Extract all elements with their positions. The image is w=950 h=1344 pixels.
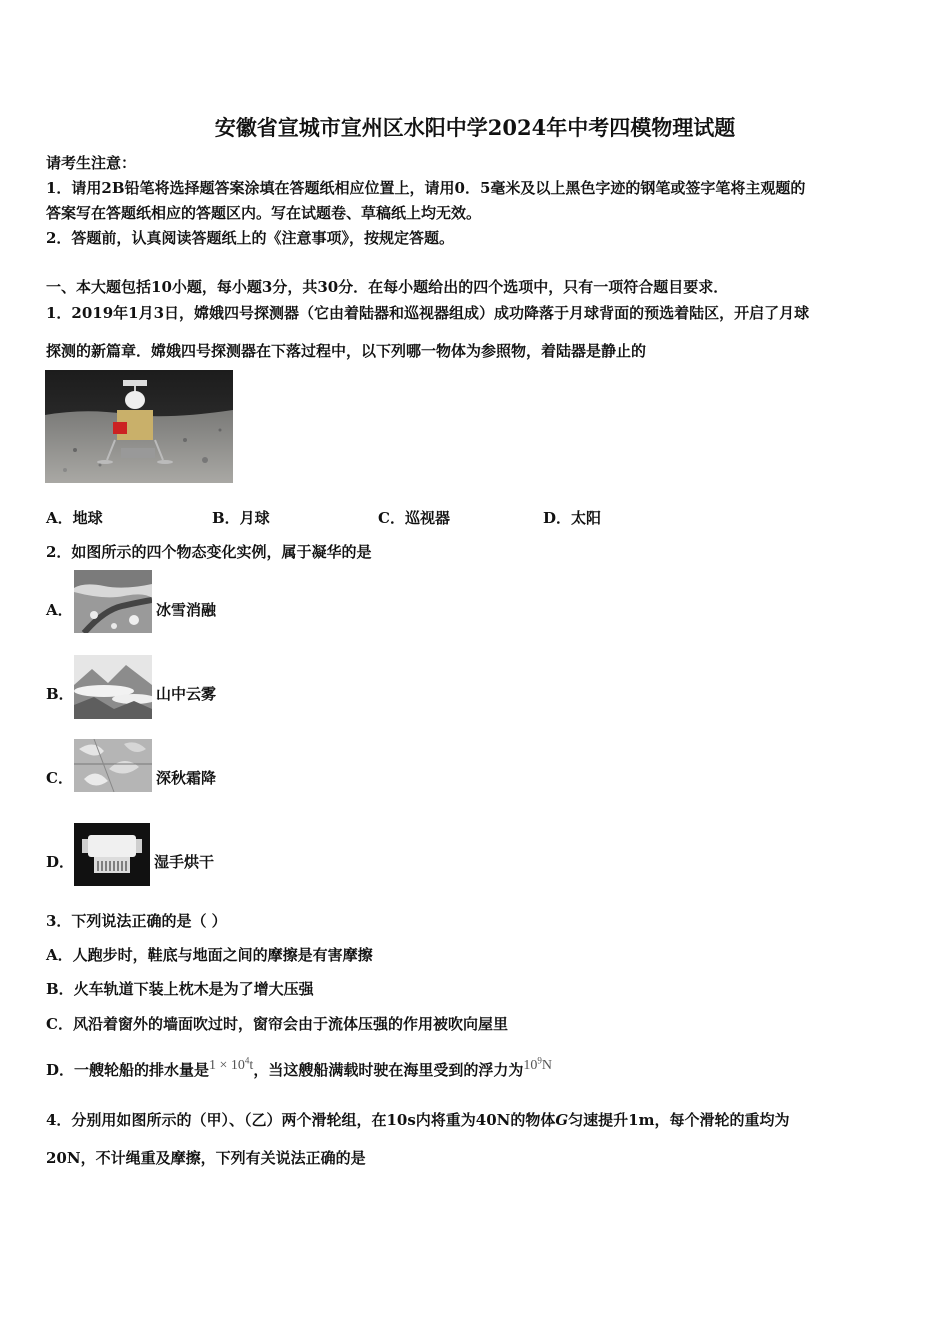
q3-option-a: A．人跑步时，鞋底与地面之间的摩擦是有害摩擦 xyxy=(46,946,373,964)
q1-option-d: D．太阳 xyxy=(543,509,602,527)
q2-option-a-letter: A． xyxy=(46,601,73,619)
notice-item-1a: 1．请用2B铅笔将选择题答案涂填在答题纸相应位置上，请用0．5毫米及以上黑色字迹的钢笔或签字笔将主观题的 xyxy=(46,179,806,197)
q4-stem-line2: 20N，不计绳重及摩擦，下列有关说法正确的是 xyxy=(46,1149,366,1167)
lunar-lander-image xyxy=(45,370,233,483)
q3-math-displacement: $1 \times 10^4t$ xyxy=(209,1055,254,1073)
q2-option-a-text: 冰雪消融 xyxy=(156,601,217,619)
notice-item-2: 2．答题前，认真阅读答题纸上的《注意事项》，按规定答题。 xyxy=(46,229,454,247)
q1-option-a: A．地球 xyxy=(46,509,103,527)
q3-option-d-text2: ，当这艘船满载时驶在海里受到的浮力为 xyxy=(253,1061,524,1079)
snow-melting-image xyxy=(74,570,152,633)
q1-option-c: C．巡视器 xyxy=(378,509,450,527)
hand-dryer-image xyxy=(74,823,150,886)
notice-heading: 请考生注意： xyxy=(46,154,137,172)
q2-option-d-letter: D． xyxy=(46,853,75,871)
q2-option-b-letter: B． xyxy=(46,685,74,703)
q2-option-d-text: 湿手烘干 xyxy=(154,853,215,871)
q2-option-c-letter: C． xyxy=(46,769,73,787)
q1-stem-line2: 探测的新篇章．嫦娥四号探测器在下落过程中，以下列哪一物体为参照物，着陆器是静止的 xyxy=(46,342,647,360)
q3-option-d xyxy=(46,1055,552,1080)
q1-option-b: B．月球 xyxy=(212,509,270,527)
q3-option-b: B．火车轨道下装上枕木是为了增大压强 xyxy=(46,980,314,998)
q3-option-d-text1: D．一艘轮船的排水量是 xyxy=(46,1061,210,1079)
q2-stem: 2．如图所示的四个物态变化实例，属于凝华的是 xyxy=(46,543,372,561)
q3-option-c: C．风沿着窗外的墙面吹过时，窗帘会由于流体压强的作用被吹向屋里 xyxy=(46,1015,508,1033)
notice-item-1b: 答案写在答题纸相应的答题区内。写在试题卷、草稿纸上均无效。 xyxy=(46,204,482,222)
q1-stem-line1: 1．2019年1月3日，嫦娥四号探测器（它由着陆器和巡视器组成）成功降落于月球背面的预选着陆区，开启了月球 xyxy=(46,304,810,322)
frost-image xyxy=(74,739,152,792)
q3-math-buoyancy: $10^9N$ xyxy=(523,1055,552,1073)
page-title: 安徽省宣城市宣州区水阳中学2024年中考四模物理试题 xyxy=(214,115,736,140)
q2-option-b-text: 山中云雾 xyxy=(156,685,217,703)
section-heading: 一、本大题包括10小题，每小题3分，共30分．在每小题给出的四个选项中，只有一项符合题目要求． xyxy=(46,278,729,296)
mountain-fog-image xyxy=(74,655,152,719)
q4-variable-g: G xyxy=(555,1111,569,1129)
q2-option-c-text: 深秋霜降 xyxy=(156,769,217,787)
q3-stem: 3．下列说法正确的是（ ） xyxy=(46,912,227,930)
q4-stem-line1: 4．分别用如图所示的（甲）、（乙）两个滑轮组，在10s内将重为40N的物体G匀速提升1m，每个滑轮的重均为 xyxy=(46,1111,790,1129)
